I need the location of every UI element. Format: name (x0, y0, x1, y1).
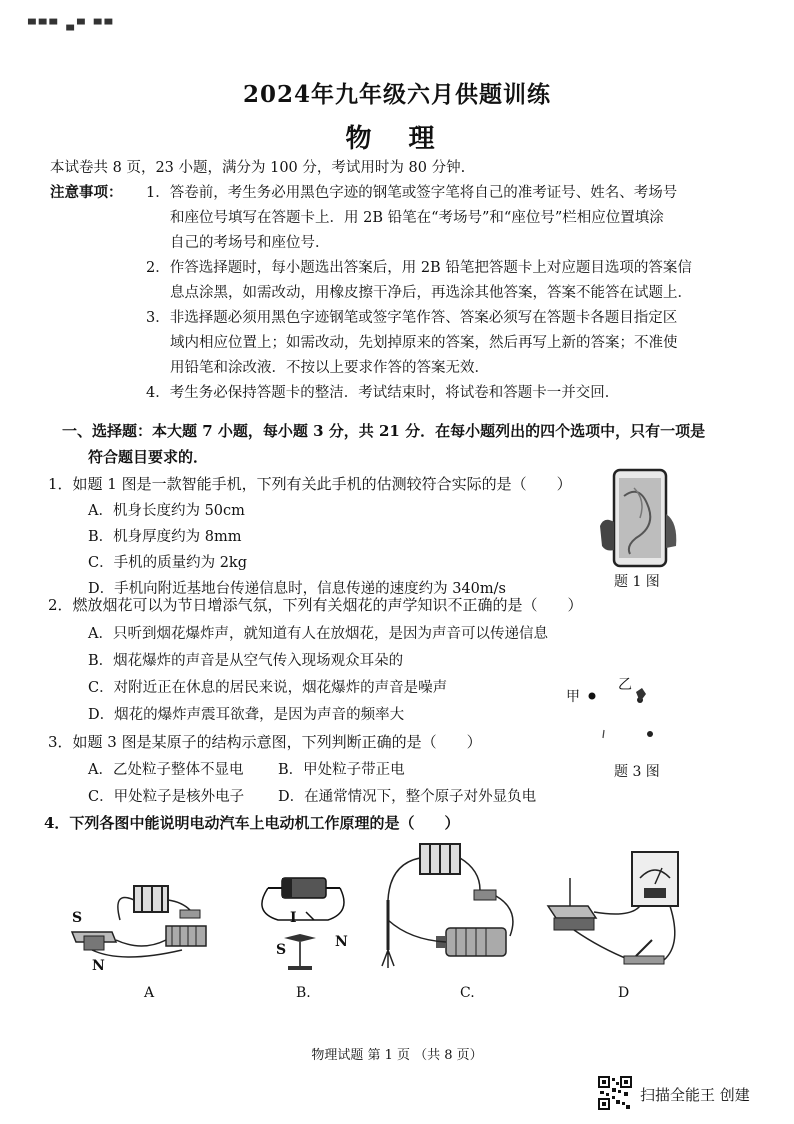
q4-figure-d (540, 848, 700, 976)
q3-option-a: A．乙处粒子整体不显电 (88, 762, 244, 778)
q1-option-b: B．机身厚度约为 8mm (88, 529, 242, 545)
note-line: 2．作答选择题时，每小题选出答案后，用 2B 铅笔把答题卡上对应题目选项的答案信 (146, 260, 692, 276)
atom-label-jia: 甲 (566, 689, 580, 705)
subject-title: 物 理 (345, 124, 449, 154)
q3-option-c: C．甲处粒子是核外电子 (88, 789, 245, 805)
fig-b-label-i: I (290, 910, 297, 926)
page-footer: 物理试题 第 1 页 （共 8 页） (311, 1048, 483, 1063)
note-line: 域内相应位置上；如需改动，先划掉原来的答案，然后再写上新的答案；不准使 (170, 335, 678, 351)
note-line: 用铅笔和涂改液．不按以上要求作答的答案无效． (170, 360, 489, 376)
q2-option-d: D．烟花的爆炸声震耳欲聋，是因为声音的频率大 (88, 707, 405, 723)
q1-stem: 1．如题 1 图是一款智能手机，下列有关此手机的估测较符合实际的是（ ） (48, 475, 572, 493)
q1-figure-caption: 题 1 图 (614, 574, 660, 590)
q1-option-a: A．机身长度约为 50cm (88, 503, 245, 519)
q3-option-b: B．甲处粒子带正电 (278, 762, 405, 778)
fig-b-caption: B. (296, 985, 311, 1001)
note-line: 4．考生务必保持答题卡的整洁．考试结束时，将试卷和答题卡一并交回． (146, 385, 620, 401)
note-line: 3．非选择题必须用黑色字迹钢笔或签字笔作答、答案必须写在答题卡各题目指定区 (146, 310, 678, 326)
scanner-watermark: 扫描全能王 创建 (640, 1086, 750, 1104)
q2-option-c: C．对附近正在休息的居民来说，烟花爆炸的声音是噪声 (88, 680, 448, 696)
q4-stem: 4．下列各图中能说明电动汽车上电动机工作原理的是（ ） (44, 814, 460, 832)
fig-d-caption: D (618, 985, 630, 1001)
q2-stem: 2．燃放烟花可以为节日增添气氛，下列有关烟花的声学知识不正确的是（ ） (48, 596, 583, 614)
fig-b-label-s: S (276, 942, 287, 958)
q4-figure-c (380, 840, 530, 976)
q1-option-c: C．手机的质量约为 2kg (88, 555, 247, 571)
q2-option-b: B．烟花爆炸的声音是从空气传入现场观众耳朵的 (88, 653, 404, 669)
q3-stem: 3．如题 3 图是某原子的结构示意图，下列判断正确的是（ ） (48, 733, 482, 751)
section-heading-cont: 符合题目要求的． (88, 448, 209, 466)
q4-figure-b (248, 872, 360, 978)
fig-a-caption: A (144, 985, 155, 1001)
atom-figure (580, 678, 670, 748)
note-line: 自己的考场号和座位号． (170, 235, 330, 251)
fig-b-label-n: N (335, 934, 348, 950)
phone-figure (596, 466, 682, 570)
fig-a-label-s: S (72, 910, 83, 926)
fig-c-caption: C. (460, 985, 475, 1001)
atom-label-yi: 乙 (618, 677, 632, 693)
exam-intro: 本试卷共 8 页，23 小题，满分为 100 分，考试用时为 80 分钟. (50, 160, 466, 176)
fig-a-label-n: N (92, 958, 105, 974)
notes-label: 注意事项： (50, 184, 123, 201)
header-marks: ▀▀▀ ▄▀ ▀▀ (28, 20, 116, 31)
note-line: 1．答卷前，考生务必用黑色字迹的钢笔或签字笔将自己的准考证号、姓名、考场号 (146, 185, 678, 201)
note-line: 和座位号填写在答题卡上．用 2B 铅笔在“考场号”和“座位号”栏相应位置填涂 (170, 210, 664, 226)
q3-option-d: D．在通常情况下，整个原子对外显负电 (278, 789, 537, 805)
q4-figure-a (62, 880, 222, 976)
note-line: 息点涂黑，如需改动，用橡皮擦干净后，再选涂其他答案，答案不能答在试题上． (170, 285, 692, 301)
section-heading: 一、选择题：本大题 7 小题，每小题 3 分，共 21 分．在每小题列出的四个选项中，只有一项是 (62, 422, 706, 440)
exam-title: 2024年九年级六月供题训练 (242, 81, 551, 108)
q3-figure-caption: 题 3 图 (614, 764, 660, 780)
q2-option-a: A．只听到烟花爆炸声，就知道有人在放烟花，是因为声音可以传递信息 (88, 626, 548, 642)
qr-code-icon (598, 1076, 632, 1110)
q1-option-d: D．手机向附近基地台传递信息时，信息传递的速度约为 340m/s (88, 581, 506, 597)
